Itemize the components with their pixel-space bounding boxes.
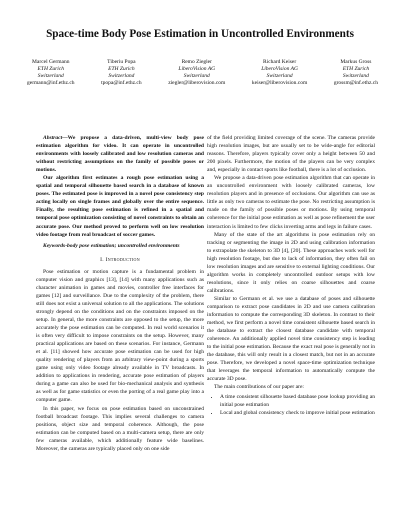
section-heading: I. Introduction xyxy=(100,256,140,263)
body-paragraph: We propose a data-driven pose estimation algorithm that can operate in an uncontrolled environment with loosely calibrated cameras, low resolution players and in presence of occlusions. Our algorithm can use as little as only two cameras to estimate the pose. No restricting assumption is made on the family of possible poses or motions. By using temporal coherence for the initial pose estimation as well as pose refinement the user interaction is limited to few clicks inverting arms and legs in failure cases. xyxy=(207,175,375,230)
left-column xyxy=(36,134,204,453)
author-block xyxy=(101,59,142,87)
author-affiliation: ETH Zurich xyxy=(108,66,135,73)
abstract-lead: Abstract xyxy=(43,135,63,141)
author-email: tpopa@inf.ethz.ch xyxy=(101,80,142,87)
author-block xyxy=(27,59,75,87)
author-name: Richard Keiser xyxy=(263,59,297,65)
author-country: Switzerland xyxy=(37,73,64,80)
author-name: Marcel Germann xyxy=(32,59,70,65)
abstract-paragraph xyxy=(36,134,204,174)
author-email: ziegler@liberovision.com xyxy=(168,80,226,87)
body-paragraph: Pose estimation or motion capture is a fundamental problem in computer vision and graphics [13], [14] with many applications such as character animation in games and movies, controller free interfaces for games [12] and surveillance. Due to the complexity of the problem, there still does not exist a universal solution to all the applications. The solutions strongly depend on the conditions and on the constraints imposed on the setup. In general, the more constraints are opposed to the setup, the more accurately the pose estimation can be computed. In real world scenarios it is often very difficult to impose constraints on the setup. However, many practical applications are based on these scenarios. For instance, Germann et al. [11] showed how accurate pose estimation can be used for high quality rendering of players from an arbitrary view-point during a sports game using only video footage already available in TV broadcasts. In addition to applications in rendering, accurate pose estimation of players during a game can also be used for bio-mechanical analysis and synthesis as well as for game statistics or even the porting of a real game play into a computer game. xyxy=(36,268,204,404)
paper-title: Space-time Body Pose Estimation in Uncontrolled Environments xyxy=(46,28,354,40)
author-list xyxy=(27,59,378,87)
author-name: Remo Ziegler xyxy=(181,59,212,65)
abstract-text: —We propose a data-driven, multi-view body pose estimation algorithm for video. It can operate in uncontrolled environments with loosely calibrated and low resolution cameras and without restricting assumptions on the family of possible poses or motions. xyxy=(36,135,204,174)
body-paragraph: In this paper, we focus on pose estimation based on unconstrained football broadcast footage. This implies several challenges to camera positions, object size and temporal coherence. Although, the pose estimation can be computed based on a multi-camera setup, there are only few cameras available, which additionally feature wide baselines. Moreover, the cameras are typically placed only on one side xyxy=(36,405,204,452)
body-paragraph: of the field providing limited coverage of the scene. The cameras provide high resolution images, but are usually set to be wide-angle for editorial reasons. Therefore, players typically cover only a height between 50 and 200 pixels. Furthermore, the motion of the players can be very complex and, especially in contact sports like football, there is a lot of occlusion. xyxy=(207,135,375,174)
author-affiliation: LiberoVision AG xyxy=(261,66,298,73)
author-block xyxy=(252,59,307,87)
list-item: • A time consistent silhouette based database pose lookup providing an initial pose estimation xyxy=(220,393,375,409)
author-country: Switzerland xyxy=(342,73,369,80)
right-column xyxy=(207,134,375,417)
author-country: Switzerland xyxy=(183,73,210,80)
author-affiliation: ETH Zurich xyxy=(37,66,64,73)
author-affiliation: ETH Zurich xyxy=(342,66,370,73)
author-name: Tiberiu Popa xyxy=(107,59,136,65)
keywords: Keywords-body pose estimation; uncontrolled environments xyxy=(43,242,180,249)
author-country: Switzerland xyxy=(266,73,293,80)
author-email: germann@inf.ethz.ch xyxy=(27,80,75,87)
author-email: grossm@inf.ethz.ch xyxy=(333,80,378,87)
contribution-list xyxy=(207,393,375,417)
abstract-paragraph: Our algorithm first estimates a rough pose estimation using a spatial and temporal silhouette based search in a database of known poses. The estimated pose is improved in a novel pose consistency step acting locally on single frames and globally over the entire sequence. Finally, the resulting pose estimation is refined in a spatial and temporal pose optimization consisting of novel constraints to obtain an accurate pose. Our method proved to perform well on low resolution video footage from real broadcast of soccer games. xyxy=(36,175,204,238)
body-paragraph: The main contributions of our paper are: xyxy=(214,384,304,391)
author-name: Markus Gross xyxy=(340,59,372,65)
body-paragraph: Similar to Germann et al. we use a database of poses and silhouette comparison to extract pose candidates in 2D and use camera calibration information to compute the corresponding 3D skeleton. In contrast to their method, we first perform a novel time consistent silhouette based search in the database to extract the closest database candidate with temporal coherence. An additionally applied novel time consistency step is leading to the initial pose estimation. Because the exact real pose is generally not in the database, this will only result in a closest match, but not in an accurate pose. Therefore, we developed a novel space-time optimization technique that leverages the temporal information to automatically compute the accurate 3D pose. xyxy=(207,295,375,383)
author-block xyxy=(168,59,225,87)
author-email: keiser@liberovision.com xyxy=(251,80,308,87)
author-affiliation: LiberoVision AG xyxy=(178,66,216,73)
author-country: Switzerland xyxy=(108,73,135,80)
author-block xyxy=(334,59,378,87)
body-paragraph: Many of the state of the art algorithms in pose estimation rely on tracking or segmenting the image in 2D and using calibration information to extrapolate the skeleton to 3D [4], [20]. These approaches work well for high resolution footage, but due to lack of information, they often fail on low resolution images and are sensitive to external lighting conditions. Our algorithm works in completely uncontrolled outdoor setups with low resolutions, since it only relies on coarse silhouettes and coarse calibrations. xyxy=(207,231,375,294)
list-item: • Local and global consistency check to improve initial pose estimation xyxy=(220,409,375,417)
